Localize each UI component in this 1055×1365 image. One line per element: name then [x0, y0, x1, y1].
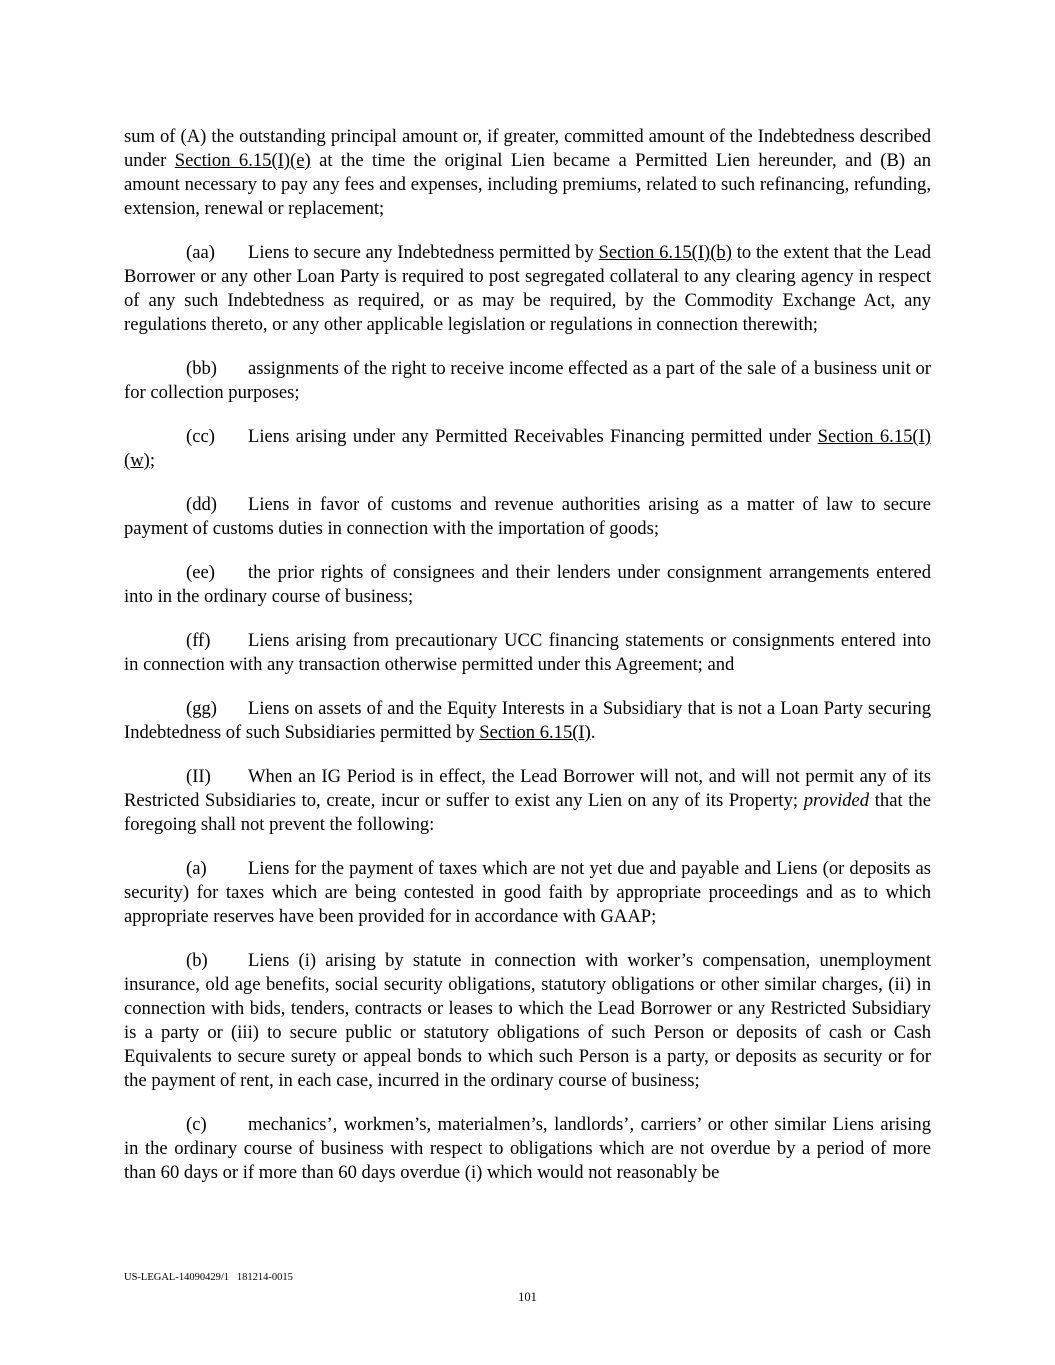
clause-text: Liens arising under any Permitted Receivables Financing permitted under — [248, 426, 818, 447]
clause-text: sum of (A) the outstanding principal amount or, if greater, committed amount of the Indebtedness described under — [124, 126, 931, 171]
clause-gg — [124, 697, 931, 745]
clause-label: (c) — [186, 1114, 207, 1135]
section-reference: Section 6.15(I)(b) — [598, 242, 732, 263]
clause-text: When an IG Period is in effect, the Lead Borrower will not, and will not permit any of its Restricted Subsidiaries to, create, incur or suffer to exist any Lien on any of its Property; — [124, 766, 931, 811]
clause-text: Liens (i) arising by statute in connection with worker’s compensation, unemployment insurance, old age benefits, social security obligations, statutory obligations or other similar charges, (ii) in connection with bids, tenders, contracts or leases to which the Lead Borrower or any Restricted Subsidiary is a party or (iii) to secure public or statutory obligations of such Person or deposits of cash or Cash Equivalents to secure surety or appeal bonds to which such Person is a party, or deposits as security or for the payment of rent, in each case, incurred in the ordinary course of business; — [124, 950, 931, 1091]
section-reference: Section 6.15(I) — [479, 722, 591, 743]
clause-label: (II) — [186, 766, 211, 787]
clause-label: (cc) — [186, 426, 215, 447]
clause-text: Liens for the payment of taxes which are not yet due and payable and Liens (or deposits as security) for taxes which are being contested in good faith by appropriate proceedings and as to which appropriate reserves have been provided for in accordance with GAAP; — [124, 858, 931, 927]
clause-aa — [124, 241, 931, 337]
clause-text: ; — [149, 450, 155, 471]
clause-II — [124, 765, 931, 837]
footer-document-id: US-LEGAL-14090429/1 181214-0015 — [124, 1272, 293, 1283]
clause-text: at the time the original Lien became a Permitted Lien hereunder, and (B) an amount necessary to pay any fees and expenses, including premiums, related to such refinancing, refunding, extension, renewal or replacement; — [124, 150, 932, 219]
clause-ff — [124, 629, 931, 677]
section-reference: Section 6.15(I)(w) — [124, 426, 931, 471]
clause-text: the prior rights of consignees and their lenders under consignment arrangements entered into in the ordinary course of business; — [124, 562, 931, 607]
clause-label: (ee) — [186, 562, 215, 583]
emphasis-text: provided — [803, 790, 870, 811]
clause-text: Liens on assets of and the Equity Interests in a Subsidiary that is not a Loan Party securing Indebtedness of such Subsidiaries permitted by — [124, 698, 931, 743]
clause-text: Liens arising from precautionary UCC financing statements or consignments entered into in connection with any transaction otherwise permitted under this Agreement; and — [124, 630, 931, 675]
clause-label: (ff) — [186, 630, 211, 651]
clause-label: (b) — [186, 950, 208, 971]
clause-label: (a) — [186, 858, 207, 879]
page-number: 101 — [518, 1290, 537, 1304]
clause-text: assignments of the right to receive income effected as a part of the sale of a business unit or for collection purposes; — [124, 358, 931, 403]
clause-label: (dd) — [186, 494, 217, 515]
clause-text: . — [590, 722, 596, 743]
clause-text: to the extent that the Lead Borrower or any other Loan Party is required to post segregated collateral to any clearing agency in respect of any such Indebtedness as required, or as may be required, by the Commodity Exchange Act, any regulations thereto, or any other applicable legislation or regulations in connection therewith; — [124, 242, 932, 335]
clause-ee — [124, 561, 931, 609]
clause-dd — [124, 493, 931, 541]
clause-text: Liens to secure any Indebtedness permitted by — [248, 242, 599, 263]
clause-label: (aa) — [186, 242, 215, 263]
clause-bb — [124, 357, 931, 405]
clause-text: mechanics’, workmen’s, materialmen’s, landlords’, carriers’ or other similar Liens arising in the ordinary course of business with respect to obligations which are not overdue by a period of more than 60 days or if more than 60 days overdue (i) which would not reasonably be — [124, 1114, 931, 1183]
clause-c — [124, 1113, 931, 1185]
clause-text: Liens in favor of customs and revenue authorities arising as a matter of law to secure payment of customs duties in connection with the importation of goods; — [124, 494, 931, 539]
paragraph-continuation — [124, 125, 931, 221]
clause-text: that the foregoing shall not prevent the following: — [124, 790, 931, 835]
clause-b — [124, 949, 931, 1093]
clause-label: (bb) — [186, 358, 217, 379]
document-body — [124, 125, 931, 1205]
clause-a — [124, 857, 931, 929]
clause-cc — [124, 425, 931, 473]
clause-label: (gg) — [186, 698, 217, 719]
section-reference: Section 6.15(I)(e) — [174, 150, 311, 171]
